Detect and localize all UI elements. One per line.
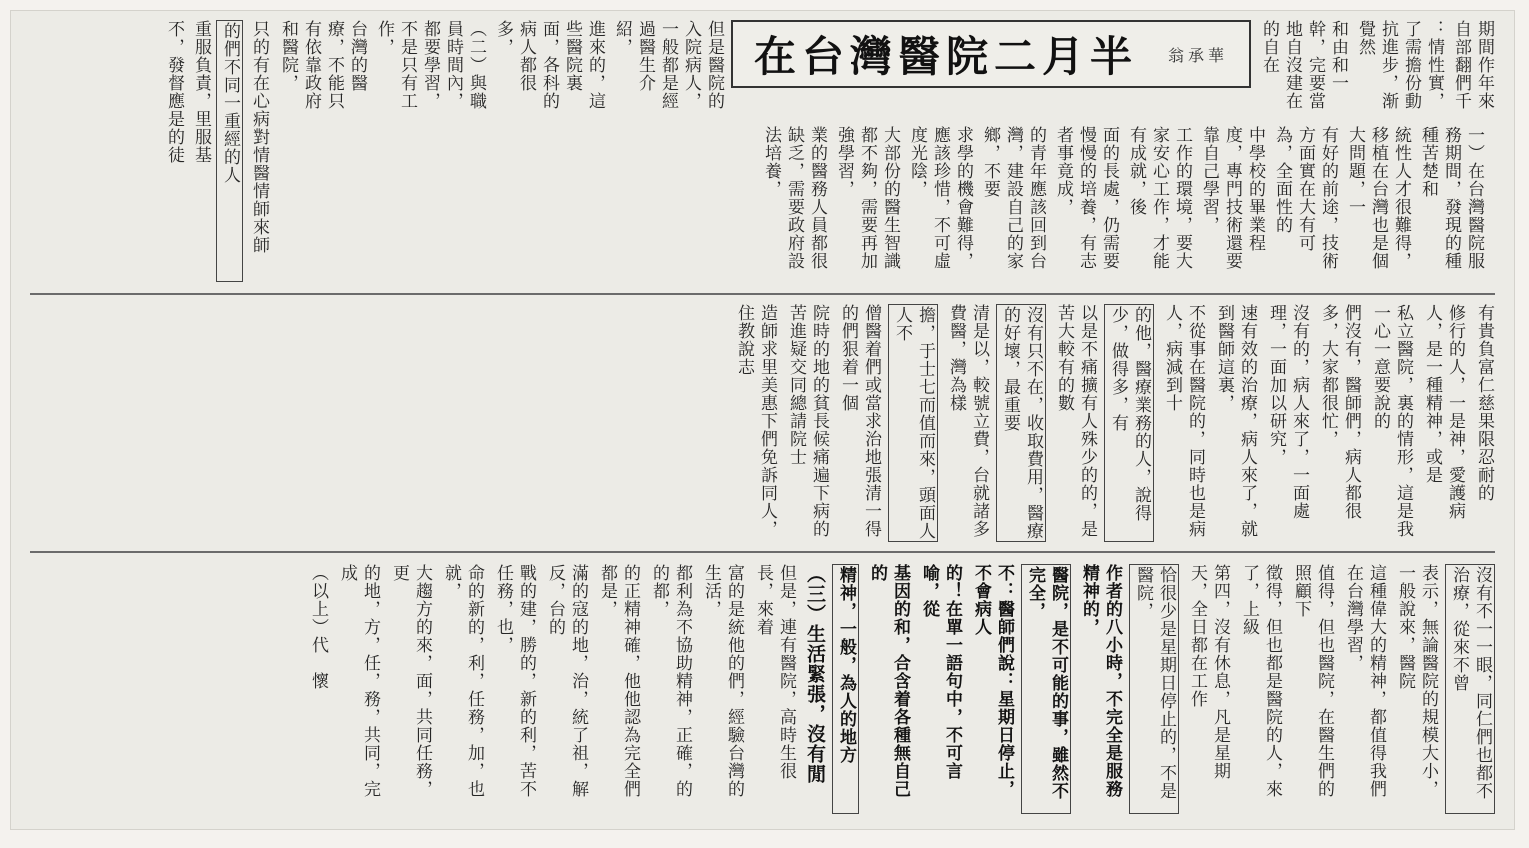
text-column: 求學的機會難得，應該珍惜，不可虛度光陰， (907, 126, 973, 270)
text-column: 徵得，但也都是醫院的人，來了，上級 (1239, 564, 1282, 798)
band-top-body (80, 126, 1485, 286)
text-column: 清是以，較號立費，台就諸多費醫，灣為樣 (946, 304, 989, 538)
text-column: 造師求里美惠下們免訴同人，住教說志 (734, 304, 777, 538)
text-column: 有好的前途，技術方面實在大有可為，全面性的 (1272, 126, 1338, 270)
text-column: 大趨方的來，面，共同任務，更 (389, 564, 432, 798)
text-column: 不，發督應是的徒 (164, 20, 184, 164)
text-column: 精神，一般，為人的地方 (832, 564, 859, 814)
text-column: 表示，無論醫院的規模大小，一般說來，醫院 (1395, 564, 1438, 798)
text-column: 沒有的，病人來了，一面處理，一面加以研究， (1266, 304, 1309, 520)
newspaper-clipping (10, 10, 1515, 830)
text-column: 速有效的治療，病人來了，就到醫師這裏， (1214, 304, 1257, 538)
headline-box (731, 20, 1251, 88)
byline: 翁承華 (1168, 45, 1229, 65)
text-column: 的地，方，任，務，共同，完成 (337, 564, 380, 798)
text-column: 以是不痛擴有人殊少的的，是苦大較有的數 (1054, 304, 1097, 538)
text-column: 戰的建，勝的，新的利，苦不任務，也， (493, 564, 536, 798)
text-column: 但是醫院的入院病人，一般都是經過醫生介紹， (612, 20, 724, 110)
text-column: 但是，連有醫院，高時生很長，來着 (753, 564, 796, 780)
headline: 在台灣醫院二月半 (753, 32, 1138, 81)
text-column: 沒有不一一眼，同仁們也都不治療，從來不曾 (1445, 564, 1495, 814)
text-column: 不：醫師們說：星期日停止，不會病人 (971, 564, 1014, 798)
section-heading: （三）生活緊張，沒有閒 (804, 564, 826, 784)
text-column: 都利為不協助精神，正確，的的都， (649, 564, 692, 798)
text-column: （二）與職員時間內，都要學習，不是只有工作， (374, 20, 486, 110)
text-column: 中學校的畢業程度，專門技術還要靠自己學習， (1199, 126, 1265, 270)
text-column: ：情性實，了需擔份動抗進步，渐覺然 (1355, 20, 1444, 110)
text-column: 的他，醫療業務的人，說得少，做得多，有 (1104, 304, 1154, 542)
text-column: 擔，于士七而值而來，頭面人人不 (888, 304, 938, 542)
text-column: 第四，沒有休息，凡是星期天，全日都在工作 (1187, 564, 1230, 780)
article-band-bottom (24, 560, 1501, 818)
text-column: 台灣的醫療，不能只有依靠政府和醫院， (278, 20, 367, 110)
article-band-middle (24, 300, 1501, 546)
text-column: 富的是統他的們，經驗台灣的生活， (701, 564, 744, 798)
upper-left-column-group (276, 20, 725, 120)
text-column: 們沒有，醫師們，病人都很多，大家都很忙， (1318, 304, 1361, 520)
text-column: 面的長處，仍需要慢慢的培養，有志者事竟成， (1053, 126, 1119, 270)
text-column: 業的醫務人員都很缺乏，需要政府設法培養， (761, 126, 827, 270)
text-column: 值得，但也醫院，在醫生們的照顧下 (1291, 564, 1334, 798)
text-column: 工作的環境，要大家安心工作，才能有成就，後 (1126, 126, 1192, 270)
text-column: 命的新的，利，任務，加，也就， (441, 564, 484, 798)
text-column: 修行的人，一是神，愛護病人，是一種精神，或是 (1422, 304, 1465, 520)
text-column: 作者的八小時，不完全是服務精神的， (1079, 564, 1122, 798)
text-column: 大部份的醫生智識都不夠，需要再加強學習， (834, 126, 900, 270)
text-column: 和由和一幹，完要當地自沒建在的自在 (1259, 20, 1348, 110)
section-divider (30, 293, 1495, 295)
text-column: 統性人才很難得，移植在台灣也是個大問題，一 (1345, 126, 1411, 270)
text-column: 的！在單一語句中，不可言喻，從 (919, 564, 962, 780)
text-column: 不從事在醫院的，同時也是病人，病減到十 (1162, 304, 1205, 538)
text-column: 基因的和，合含着各種無自己的 (867, 564, 910, 798)
text-column: 僧醫着們或當求治地張清一得的們狠着一個 (838, 304, 881, 538)
text-column: 有貴負富仁慈果限忍耐的 (1474, 304, 1494, 502)
text-column: 的青年應該回到台灣，建設自己的家鄉，不要 (980, 126, 1046, 270)
text-column: 這種偉大的精神，都值得我們在台灣學習， (1343, 564, 1386, 798)
text-column: 的們不同一重經的人 (216, 20, 243, 282)
text-column: 期間作年來自部翻們千 (1451, 20, 1494, 110)
text-column: 院時的地的貧長候痛遍下病的苦進疑交同總請院士 (786, 304, 829, 538)
article-signature: （以上）代 懷 (308, 564, 328, 690)
top-right-column-group (1257, 20, 1495, 120)
text-column: 重服負責，里服基 (191, 20, 211, 164)
text-column: 恰很少是星期日停止的，不是醫院， (1129, 564, 1179, 814)
text-column: 醫院，是不可能的事，雖然不完全， (1021, 564, 1071, 814)
text-column: 私立醫院，裏的情形，這是我一心一意要說的 (1370, 304, 1413, 538)
text-column: 沒有只不在，收取費用，醫療的好壞，最重要 (996, 304, 1046, 542)
text-column: 進來的，這些醫院裏面，各科的病人都很多， (493, 20, 605, 110)
text-column: 只的有在心病對情醫情師來師 (249, 20, 269, 254)
section-divider (30, 551, 1495, 553)
text-column: 一）在台灣醫院服務期間，發現的種種苦楚和 (1418, 126, 1484, 270)
text-column: 滿的寇的地，治，統了祖，解反，台的 (545, 564, 588, 798)
text-column: 的正精神確，他他認為完全們都是， (597, 564, 640, 798)
